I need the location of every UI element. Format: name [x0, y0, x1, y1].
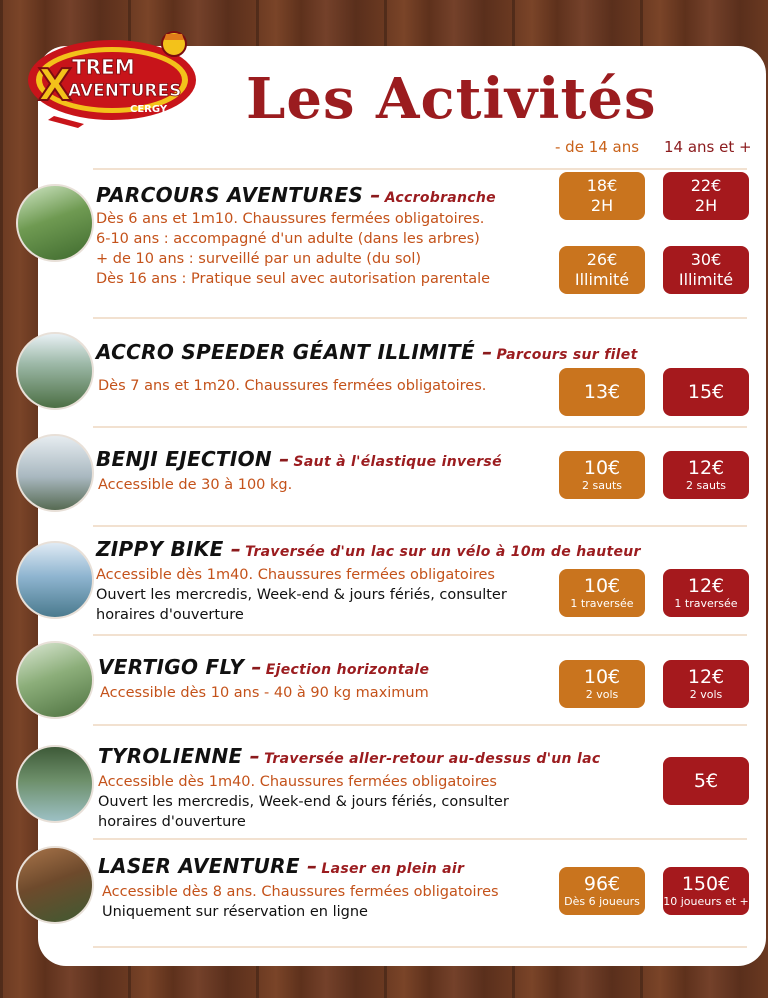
price-adult [663, 246, 749, 294]
price-value: 10€ [583, 574, 621, 597]
activity-photo-parcours [16, 184, 94, 262]
page-title: Les Activités [246, 66, 657, 132]
activity-name: PARCOURS AVENTURES [96, 183, 364, 207]
activity-subtitle: Parcours sur filet [496, 347, 638, 363]
price-note: 2 sauts [582, 478, 622, 492]
activity-subtitle: Traversée d'un lac sur un vélo à 10m de hauteur [245, 544, 641, 560]
activity-photo-vertigo-fly [16, 641, 94, 719]
divider [93, 946, 747, 948]
activity-detail: Ouvert les mercredis, Week-end & jours fériés, consulter [98, 794, 509, 810]
divider [93, 317, 747, 319]
activity-subtitle: Traversée aller-retour au-dessus d'un lac [264, 751, 601, 767]
activity-title: ZIPPY BIKE – Traversée d'un lac sur un vélo à 10m de hauteur [96, 537, 641, 561]
price-note: 10 joueurs et + [663, 894, 749, 908]
divider [93, 838, 747, 840]
price-value: 150€ [681, 872, 731, 895]
divider [93, 724, 747, 726]
activity-name: ACCRO SPEEDER GÉANT ILLIMITÉ [96, 340, 475, 364]
price-note: Dès 6 joueurs [564, 894, 640, 908]
logo-line3: CERGY [130, 104, 168, 115]
price-note: 2H [590, 196, 614, 215]
price-note: 2 vols [689, 687, 723, 701]
price-value: 12€ [687, 456, 725, 479]
price-value: 5€ [693, 769, 719, 792]
price-young [559, 246, 645, 294]
price-young [559, 451, 645, 499]
activity-subtitle: Laser en plein air [321, 861, 465, 877]
price-note: 1 traversée [570, 596, 634, 610]
activity-detail: Dès 7 ans et 1m20. Chaussures fermées obligatoires. [98, 378, 487, 394]
activity-photo-zippy-bike [16, 541, 94, 619]
activity-detail: Accessible dès 8 ans. Chaussures fermées obligatoires [102, 884, 499, 900]
price-note: Illimité [678, 270, 734, 289]
activity-detail: Accessible dès 10 ans - 40 à 90 kg maximum [100, 685, 429, 701]
activity-detail: Ouvert les mercredis, Week-end & jours fériés, consulter [96, 587, 507, 603]
price-note: Illimité [574, 270, 630, 289]
price-value: 26€ [586, 250, 618, 269]
column-header-adult: 14 ans et + [664, 138, 752, 156]
activity-title: TYROLIENNE – Traversée aller-retour au-dessus d'un lac [98, 744, 601, 768]
logo-initial: X [38, 60, 72, 111]
price-value: 10€ [583, 456, 621, 479]
price-note: 2 sauts [686, 478, 726, 492]
price-young [559, 660, 645, 708]
activity-title: PARCOURS AVENTURES – Accrobranche [96, 183, 496, 207]
activity-detail: Dès 6 ans et 1m10. Chaussures fermées obligatoires. [96, 211, 485, 227]
activity-detail: Accessible de 30 à 100 kg. [98, 477, 293, 493]
activity-name: LASER AVENTURE [98, 854, 300, 878]
price-note: 1 traversée [674, 596, 738, 610]
activity-name: TYROLIENNE [98, 744, 243, 768]
activity-photo-accro-speeder [16, 332, 94, 410]
divider [93, 168, 747, 170]
column-header-young: - de 14 ans [555, 138, 640, 156]
activity-title: VERTIGO FLY – Ejection horizontale [98, 655, 430, 679]
price-young [559, 368, 645, 416]
divider [93, 525, 747, 527]
activity-photo-laser [16, 846, 94, 924]
price-value: 12€ [687, 665, 725, 688]
price-young [559, 867, 645, 915]
activity-title: BENJI EJECTION – Saut à l'élastique inversé [96, 447, 502, 471]
xtrem-aventures-logo [14, 20, 200, 130]
price-value: 30€ [690, 250, 722, 269]
divider [93, 426, 747, 428]
price-value: 10€ [583, 665, 621, 688]
activity-title: LASER AVENTURE – Laser en plein air [98, 854, 465, 878]
price-value: 12€ [687, 574, 725, 597]
activity-photo-tyrolienne [16, 745, 94, 823]
price-adult [663, 368, 749, 416]
activity-detail: 6-10 ans : accompagné d'un adulte (dans les arbres) [96, 231, 480, 247]
activity-subtitle: Saut à l'élastique inversé [293, 454, 502, 470]
price-value: 22€ [690, 176, 722, 195]
activity-photo-benji [16, 434, 94, 512]
price-adult [663, 569, 749, 617]
activity-detail: Uniquement sur réservation en ligne [102, 904, 368, 920]
activity-detail: Dès 16 ans : Pratique seul avec autorisation parentale [96, 271, 491, 287]
price-adult [663, 451, 749, 499]
price-adult [663, 757, 749, 805]
activity-name: ZIPPY BIKE [96, 537, 224, 561]
activity-detail: Accessible dès 1m40. Chaussures fermées obligatoires [98, 774, 497, 790]
price-adult [663, 867, 749, 915]
activity-title: ACCRO SPEEDER GÉANT ILLIMITÉ – Parcours sur filet [96, 340, 638, 364]
activity-detail: horaires d'ouverture [96, 607, 244, 623]
price-note: 2 vols [585, 687, 619, 701]
divider [93, 634, 747, 636]
logo-line2: AVENTURES [68, 81, 182, 101]
price-adult [663, 172, 749, 220]
activity-detail: horaires d'ouverture [98, 814, 246, 830]
price-adult [663, 660, 749, 708]
price-young [559, 172, 645, 220]
price-value: 96€ [583, 872, 621, 895]
price-value: 13€ [583, 380, 621, 403]
activity-name: VERTIGO FLY [98, 655, 245, 679]
activity-detail: Accessible dès 1m40. Chaussures fermées obligatoires [96, 567, 495, 583]
activity-subtitle: Ejection horizontale [265, 662, 430, 678]
price-note: 2H [694, 196, 718, 215]
price-young [559, 569, 645, 617]
price-value: 15€ [687, 380, 725, 403]
activity-detail: + de 10 ans : surveillé par un adulte (du sol) [96, 251, 422, 267]
activity-subtitle: Accrobranche [384, 190, 496, 206]
logo-line1: TREM [72, 55, 135, 79]
price-value: 18€ [586, 176, 618, 195]
activity-name: BENJI EJECTION [96, 447, 272, 471]
